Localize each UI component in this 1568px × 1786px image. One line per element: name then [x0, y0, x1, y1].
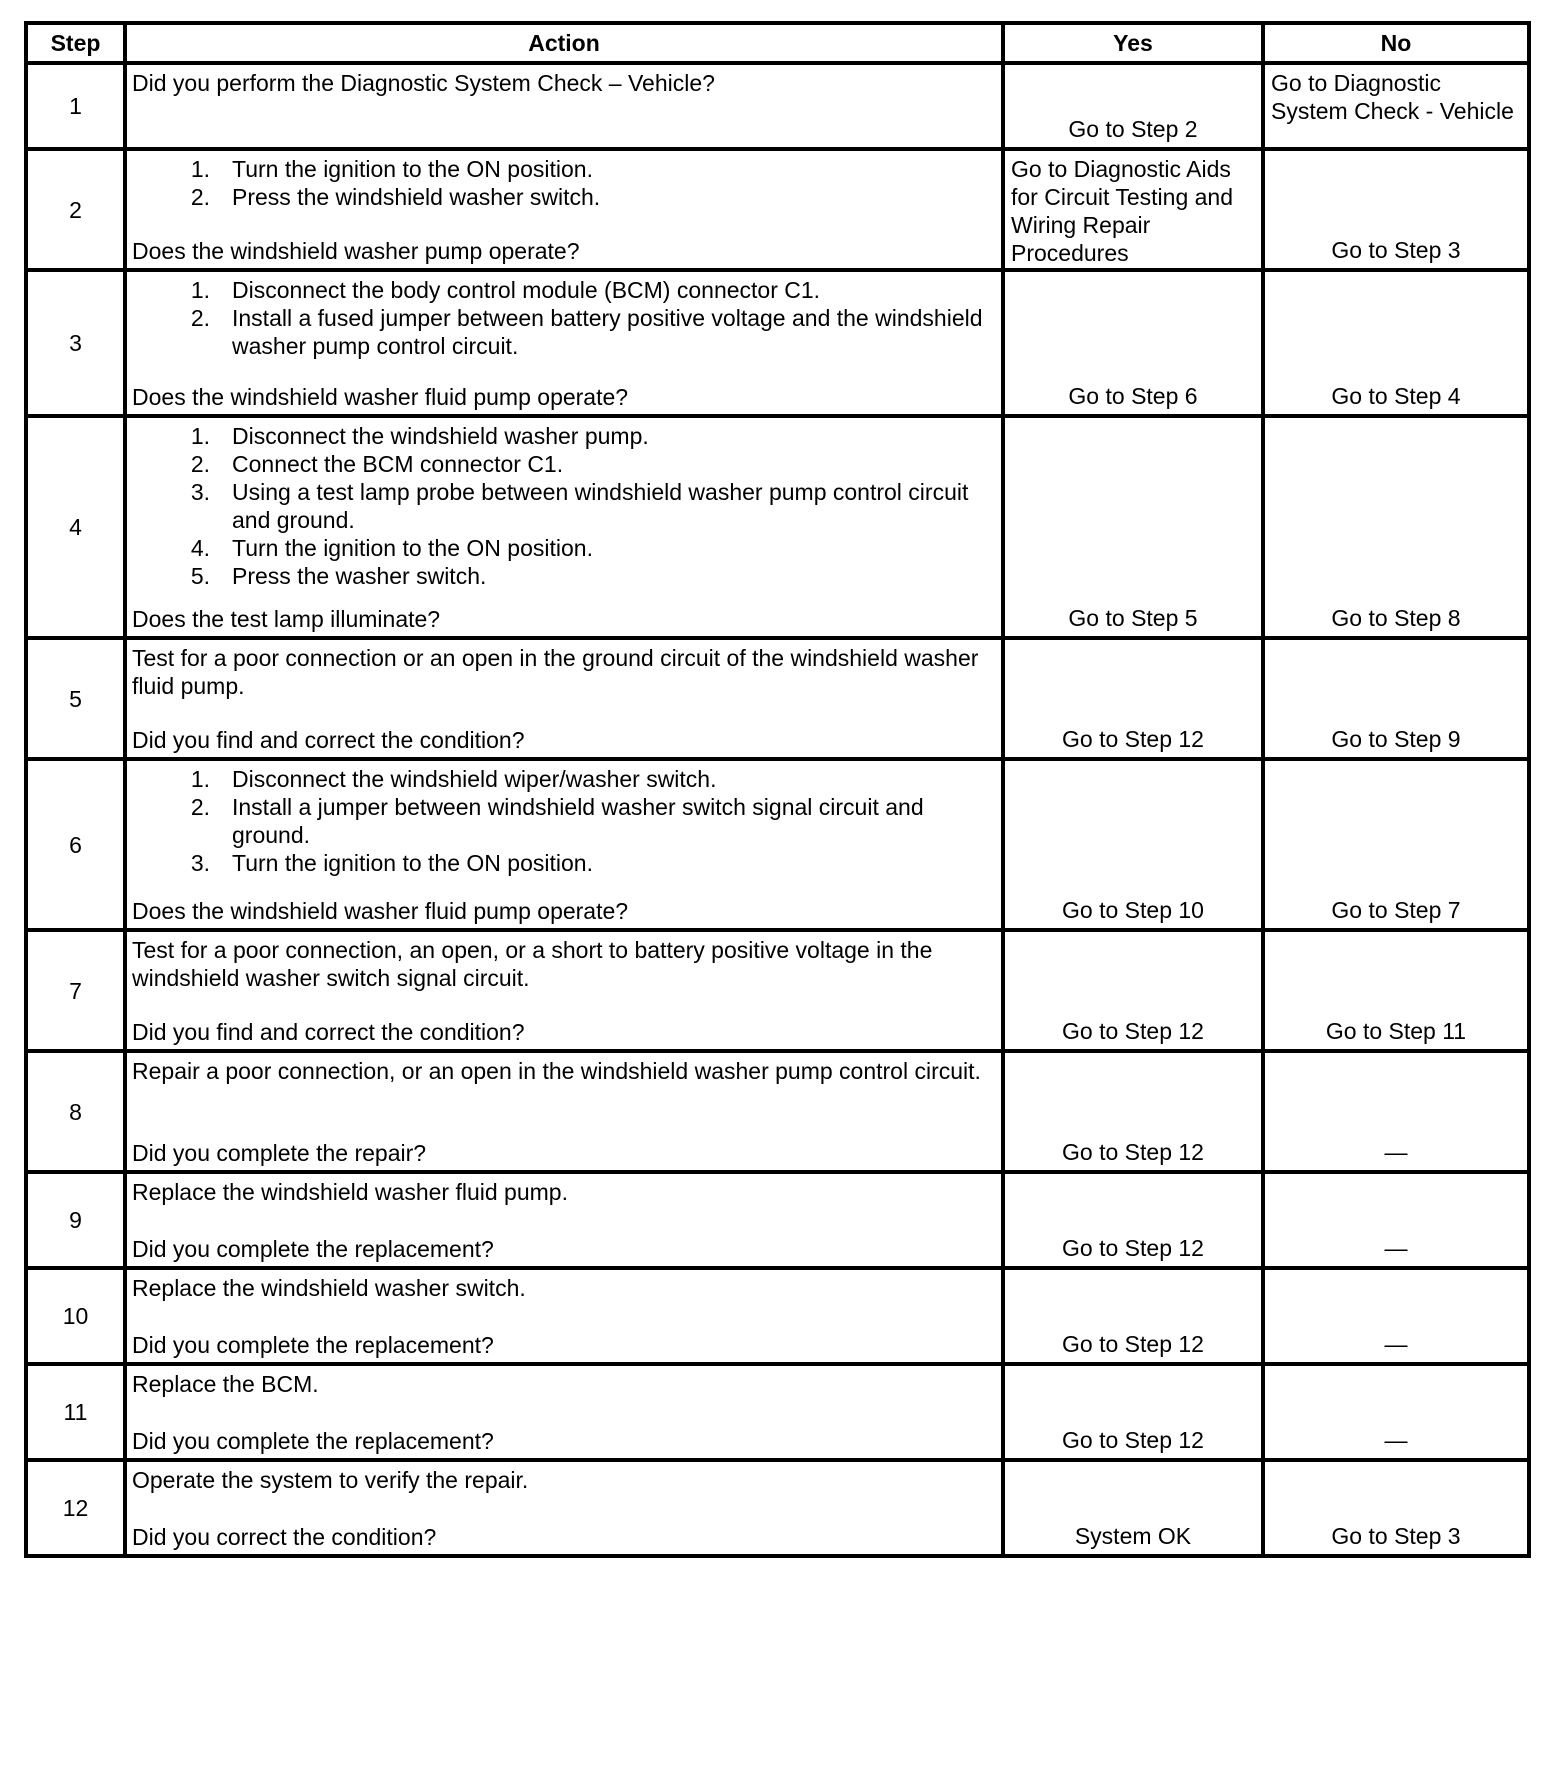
yes-text: Go to Step 12: [1062, 1331, 1204, 1357]
action-question: Did you complete the repair?: [132, 1140, 427, 1166]
action-instructions: [132, 1178, 995, 1206]
action-steps-list: [132, 765, 995, 877]
diagnostic-table: [24, 21, 1531, 1558]
action-step-item: [132, 450, 995, 478]
yes-result: [1003, 1051, 1263, 1172]
action-step-text: Turn the ignition to the ON position.: [232, 535, 593, 561]
yes-text: Go to Step 12: [1062, 1235, 1204, 1261]
yes-text: Go to Step 2: [1068, 116, 1198, 142]
action-question: Did you correct the condition?: [132, 1524, 437, 1550]
table-row: [26, 416, 1529, 638]
action-instructions: [132, 1370, 995, 1398]
yes-text: Go to Step 12: [1062, 1018, 1204, 1044]
no-text: Go to Step 3: [1331, 1523, 1461, 1549]
action-step-text: Disconnect the body control module (BCM) connector C1.: [232, 277, 821, 303]
step-number: 1: [26, 63, 125, 149]
action-text: Replace the BCM.: [132, 1371, 319, 1397]
yes-result: [1003, 416, 1263, 638]
action-step-item: [132, 478, 995, 534]
action-content: [127, 1462, 1001, 1554]
no-text: Go to Step 11: [1325, 1018, 1467, 1044]
action-step-item: [132, 562, 995, 590]
table-row: [26, 270, 1529, 416]
action-step-number: 2.: [190, 451, 210, 477]
action-step-number: 2.: [190, 794, 210, 820]
action-content: [127, 1174, 1001, 1266]
action-step-number: 3.: [190, 479, 210, 505]
action-step-number: 5.: [190, 563, 210, 589]
action-cell: [125, 1051, 1003, 1172]
yes-result: [1003, 63, 1263, 149]
action-step-number: 3.: [190, 850, 210, 876]
action-content: [127, 761, 1001, 928]
no-result: [1263, 930, 1529, 1051]
yes-text: Go to Step 5: [1068, 605, 1198, 631]
action-instructions: [132, 644, 995, 700]
action-step-text: Press the washer switch.: [232, 563, 487, 589]
header-row: [26, 23, 1529, 63]
no-text: Go to Diagnostic System Check - Vehicle: [1271, 70, 1514, 124]
yes-text: Go to Step 12: [1062, 726, 1204, 752]
table-row: [26, 930, 1529, 1051]
yes-text: Go to Diagnostic Aids for Circuit Testing and Wiring Repair Procedures: [1011, 156, 1234, 266]
no-result: [1263, 638, 1529, 759]
action-text: Replace the windshield washer switch.: [132, 1275, 526, 1301]
no-result: [1263, 759, 1529, 930]
action-step-number: 4.: [190, 535, 210, 561]
action-cell: [125, 930, 1003, 1051]
no-result: [1263, 63, 1529, 149]
action-cell: [125, 149, 1003, 270]
action-step-text: Turn the ignition to the ON position.: [232, 850, 593, 876]
step-number: 8: [26, 1051, 125, 1172]
action-step-number: 1.: [190, 423, 210, 449]
action-question: Does the test lamp illuminate?: [132, 606, 441, 632]
no-result: [1263, 270, 1529, 416]
no-text: Go to Step 3: [1331, 237, 1461, 263]
no-text: Go to Step 4: [1331, 383, 1461, 409]
action-content: [127, 418, 1001, 636]
header-yes: Yes: [1003, 23, 1263, 63]
no-text: Go to Step 7: [1331, 897, 1461, 923]
action-instructions: [132, 1466, 995, 1494]
action-steps-list: [132, 276, 995, 360]
action-text: Did you perform the Diagnostic System Check – Vehicle?: [132, 70, 715, 96]
action-step-text: Install a jumper between windshield washer switch signal circuit and ground.: [232, 794, 924, 848]
action-cell: [125, 638, 1003, 759]
yes-result: [1003, 1460, 1263, 1556]
action-cell: [125, 416, 1003, 638]
action-content: [127, 65, 1001, 147]
action-cell: [125, 1268, 1003, 1364]
no-result: [1263, 1172, 1529, 1268]
yes-text: Go to Step 10: [1062, 897, 1204, 923]
action-step-item: [132, 534, 995, 562]
action-step-number: 1.: [190, 277, 210, 303]
action-instructions: [132, 276, 995, 360]
action-question: Did you find and correct the condition?: [132, 1019, 525, 1045]
yes-text: Go to Step 12: [1062, 1139, 1204, 1165]
table-row: [26, 1051, 1529, 1172]
action-step-item: [132, 793, 995, 849]
action-instructions: [132, 936, 995, 992]
table-row: [26, 1364, 1529, 1460]
action-step-item: [132, 276, 995, 304]
step-number: 5: [26, 638, 125, 759]
action-cell: [125, 270, 1003, 416]
action-instructions: [132, 1057, 995, 1085]
header-action: Action: [125, 23, 1003, 63]
action-steps-list: [132, 155, 995, 211]
no-text: —: [1384, 1139, 1408, 1165]
action-content: [127, 1366, 1001, 1458]
action-instructions: [132, 1274, 995, 1302]
action-content: [127, 272, 1001, 414]
yes-result: [1003, 149, 1263, 270]
yes-result: [1003, 270, 1263, 416]
action-text: Repair a poor connection, or an open in the windshield washer pump control circuit.: [132, 1058, 981, 1084]
action-step-text: Using a test lamp probe between windshield washer pump control circuit and ground.: [232, 479, 969, 533]
no-result: [1263, 416, 1529, 638]
action-cell: [125, 63, 1003, 149]
action-instructions: [132, 155, 995, 211]
no-result: [1263, 149, 1529, 270]
header-step: Step: [26, 23, 125, 63]
step-number: 9: [26, 1172, 125, 1268]
action-text: Operate the system to verify the repair.: [132, 1467, 529, 1493]
action-instructions: [132, 765, 995, 877]
no-result: [1263, 1051, 1529, 1172]
step-number: 4: [26, 416, 125, 638]
action-question: Did you find and correct the condition?: [132, 727, 525, 753]
header-no: No: [1263, 23, 1529, 63]
action-text: Replace the windshield washer fluid pump.: [132, 1179, 568, 1205]
action-step-item: [132, 765, 995, 793]
yes-result: [1003, 1268, 1263, 1364]
action-content: [127, 151, 1001, 268]
no-text: Go to Step 9: [1331, 726, 1461, 752]
action-step-text: Press the windshield washer switch.: [232, 184, 601, 210]
action-instructions: [132, 69, 995, 97]
action-step-number: 1.: [190, 156, 210, 182]
action-step-text: Disconnect the windshield washer pump.: [232, 423, 649, 449]
yes-text: System OK: [1074, 1523, 1192, 1549]
action-cell: [125, 1172, 1003, 1268]
action-instructions: [132, 422, 995, 590]
action-cell: [125, 1460, 1003, 1556]
table-row: [26, 1268, 1529, 1364]
action-question: Does the windshield washer fluid pump operate?: [132, 384, 629, 410]
no-text: —: [1384, 1427, 1408, 1453]
yes-result: [1003, 1364, 1263, 1460]
no-result: [1263, 1364, 1529, 1460]
action-content: [127, 932, 1001, 1049]
step-number: 3: [26, 270, 125, 416]
table-row: [26, 149, 1529, 270]
action-step-text: Disconnect the windshield wiper/washer switch.: [232, 766, 717, 792]
action-step-item: [132, 304, 995, 360]
no-result: [1263, 1268, 1529, 1364]
table-row: [26, 63, 1529, 149]
yes-text: Go to Step 12: [1062, 1427, 1204, 1453]
action-step-number: 2.: [190, 305, 210, 331]
action-step-text: Install a fused jumper between battery positive voltage and the windshield washer pump control circuit.: [232, 305, 983, 359]
yes-result: [1003, 638, 1263, 759]
step-number: 11: [26, 1364, 125, 1460]
action-step-number: 2.: [190, 184, 210, 210]
step-number: 7: [26, 930, 125, 1051]
no-text: Go to Step 8: [1331, 605, 1461, 631]
table-row: [26, 1460, 1529, 1556]
step-number: 10: [26, 1268, 125, 1364]
no-text: —: [1384, 1235, 1408, 1261]
action-steps-list: [132, 422, 995, 590]
action-step-text: Turn the ignition to the ON position.: [232, 156, 593, 182]
action-cell: [125, 1364, 1003, 1460]
action-cell: [125, 759, 1003, 930]
yes-text: Go to Step 6: [1068, 383, 1198, 409]
action-content: [127, 640, 1001, 757]
step-number: 6: [26, 759, 125, 930]
table-row: [26, 759, 1529, 930]
action-content: [127, 1270, 1001, 1362]
action-step-number: 1.: [190, 766, 210, 792]
action-step-item: [132, 422, 995, 450]
action-question: Did you complete the replacement?: [132, 1236, 494, 1262]
action-content: [127, 1053, 1001, 1170]
action-step-item: [132, 849, 995, 877]
action-step-item: [132, 155, 995, 183]
no-text: —: [1384, 1331, 1408, 1357]
action-step-text: Connect the BCM connector C1.: [232, 451, 564, 477]
yes-result: [1003, 759, 1263, 930]
action-question: Did you complete the replacement?: [132, 1428, 494, 1454]
no-result: [1263, 1460, 1529, 1556]
action-step-item: [132, 183, 995, 211]
action-question: Does the windshield washer fluid pump operate?: [132, 898, 629, 924]
step-number: 12: [26, 1460, 125, 1556]
step-number: 2: [26, 149, 125, 270]
yes-result: [1003, 930, 1263, 1051]
action-question: Did you complete the replacement?: [132, 1332, 494, 1358]
action-question: Does the windshield washer pump operate?: [132, 238, 580, 264]
action-text: Test for a poor connection, an open, or a short to battery positive voltage in the windshield washer switch signal circuit.: [132, 937, 933, 991]
action-text: Test for a poor connection or an open in the ground circuit of the windshield washer fluid pump.: [132, 645, 979, 699]
table-row: [26, 638, 1529, 759]
yes-result: [1003, 1172, 1263, 1268]
table-row: [26, 1172, 1529, 1268]
